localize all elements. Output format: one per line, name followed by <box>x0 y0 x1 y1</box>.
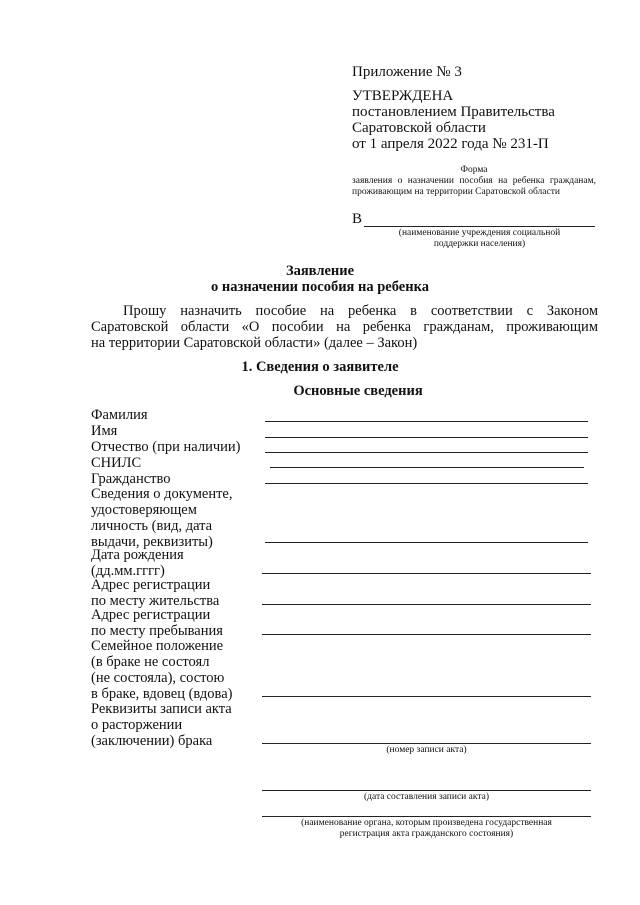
registering-authority-caption-line2: регистрация акта гражданского состояния) <box>339 829 514 839</box>
document-input-line[interactable] <box>265 542 588 543</box>
intro-line3: на территории Саратовской области» (далее – Закон) <box>91 335 418 351</box>
field-label-act-line2: о расторжении <box>91 717 183 733</box>
act-date-input-line[interactable] <box>262 790 591 791</box>
name-input-line[interactable] <box>265 437 588 438</box>
intro-line2: Саратовской области «О пособии на ребенка гражданам, проживающим <box>91 319 598 335</box>
field-label-marital-line4: в браке, вдовец (вдова) <box>91 686 233 702</box>
field-label-document-line1: Сведения о документе, <box>91 486 233 502</box>
birthdate-input-line[interactable] <box>262 573 591 574</box>
field-label-marital-line1: Семейное положение <box>91 638 224 654</box>
document-subtitle: о назначении пособия на ребенка <box>211 279 429 295</box>
field-label-residence-line1: Адрес регистрации <box>91 577 211 593</box>
approved-label: УТВЕРЖДЕНА <box>352 88 454 104</box>
section-title: 1. Сведения о заявителе <box>241 359 399 375</box>
field-label-act-line1: Реквизиты записи акта <box>91 701 232 717</box>
field-label-marital-line2: (в браке не состоял <box>91 654 210 670</box>
field-label-document-line3: личность (вид, дата <box>91 518 213 534</box>
field-label-marital-line3: (не состояла), состою <box>91 670 225 686</box>
marital-status-input-line[interactable] <box>262 696 591 697</box>
intro-line1: Прошу назначить пособие на ребенка в соответствии с Законом <box>123 303 598 319</box>
field-label-residence-line2: по месту жительства <box>91 593 220 609</box>
form-label: Форма <box>460 165 488 175</box>
field-label-surname: Фамилия <box>91 407 148 423</box>
form-description-line2: проживающим на территории Саратовской области <box>352 187 560 197</box>
appendix-number: Приложение № 3 <box>352 64 462 80</box>
snils-input-line[interactable] <box>270 467 584 468</box>
field-label-stay-line1: Адрес регистрации <box>91 607 211 623</box>
intro-paragraph <box>91 303 598 351</box>
form-description-line1: заявления о назначении пособия на ребенка гражданам, <box>352 176 596 186</box>
act-number-input-line[interactable] <box>262 743 591 744</box>
field-label-document-line2: удостоверяющем <box>91 502 197 518</box>
registering-authority-caption-line1: (наименование органа, которым произведена государственная <box>301 818 552 828</box>
approved-date: от 1 апреля 2022 года № 231-П <box>352 136 549 152</box>
field-label-birthdate-line2: (дд.мм.гггг) <box>91 563 165 579</box>
citizenship-input-line[interactable] <box>265 483 588 484</box>
field-label-citizenship: Гражданство <box>91 471 171 487</box>
section-subtitle: Основные сведения <box>293 383 423 399</box>
patronymic-input-line[interactable] <box>265 452 588 453</box>
field-label-name: Имя <box>91 423 118 439</box>
field-label-stay-line2: по месту пребывания <box>91 623 223 639</box>
act-number-caption: (номер записи акта) <box>386 745 467 755</box>
approved-by-line1: постановлением Правительства <box>352 104 555 120</box>
registering-authority-input-line[interactable] <box>262 816 591 817</box>
field-label-patronymic: Отчество (при наличии) <box>91 439 241 455</box>
field-label-act-line3: (заключении) брака <box>91 733 213 749</box>
field-label-document-line4: выдачи, реквизиты) <box>91 534 213 550</box>
approved-by-line2: Саратовской области <box>352 120 486 136</box>
document-title: Заявление <box>285 263 355 279</box>
surname-input-line[interactable] <box>265 421 588 422</box>
addressee-line[interactable] <box>364 226 595 227</box>
field-label-birthdate-line1: Дата рождения <box>91 547 184 563</box>
field-label-snils: СНИЛС <box>91 455 142 471</box>
addressee-prefix: В <box>352 211 363 227</box>
addressee-caption-line2: поддержки населения) <box>433 239 526 249</box>
stay-address-input-line[interactable] <box>262 634 591 635</box>
act-date-caption: (дата составления записи акта) <box>363 792 489 802</box>
addressee-caption-line1: (наименование учреждения социальной <box>398 228 561 238</box>
residence-address-input-line[interactable] <box>262 604 591 605</box>
